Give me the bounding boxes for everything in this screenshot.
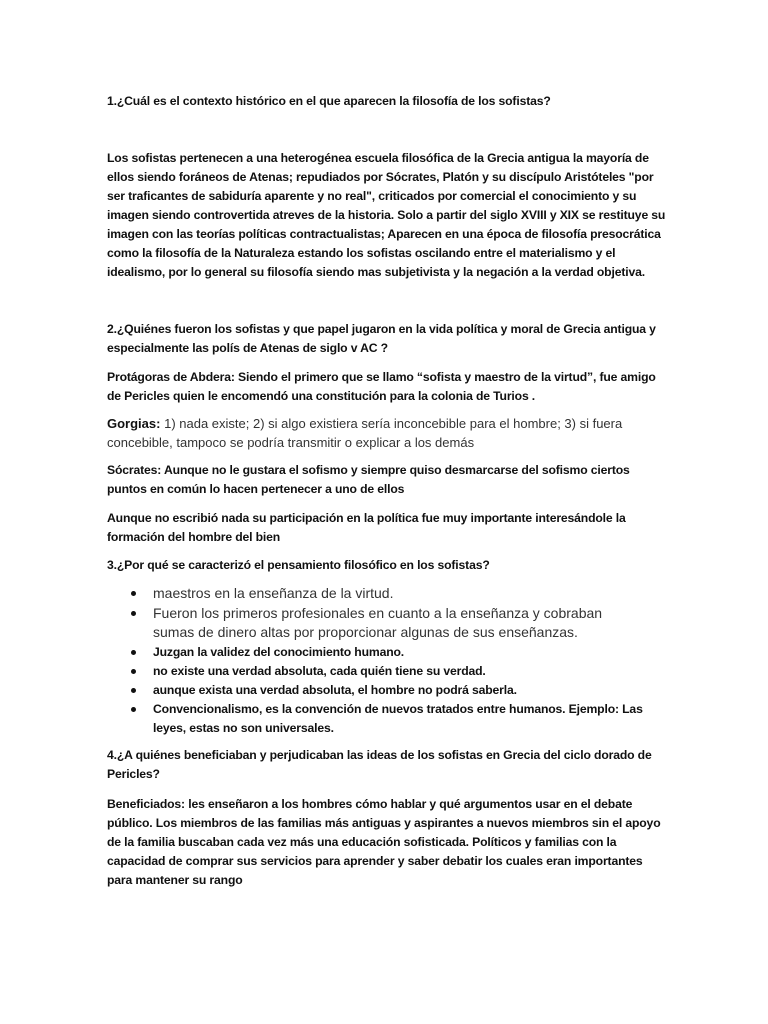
list-item-text: Juzgan la validez del conocimiento humano.	[153, 644, 405, 659]
list-item	[107, 700, 647, 738]
gorgias-label: Gorgias:	[107, 416, 161, 431]
list-item	[107, 643, 647, 662]
bullet-icon	[131, 591, 136, 596]
list-item	[107, 584, 647, 604]
protagoras-label: Protágoras de Abdera:	[107, 370, 235, 384]
list-item	[107, 604, 647, 643]
bullet-icon	[131, 650, 136, 655]
question-4: 4.¿A quiénes beneficiaban y perjudicaban las ideas de los sofistas en Grecia del ciclo dorado de Pericles?	[107, 748, 652, 781]
bullet-icon	[131, 707, 136, 712]
bullet-icon	[131, 688, 136, 693]
beneficiados-label: Beneficiados:	[107, 797, 185, 811]
answer-1: Los sofistas pertenecen a una heterogénea escuela filosófica de la Grecia antigua la mayoría de ellos siendo foráneos de Atenas; repudiados por Sócrates, Platón y su discípulo Aristóteles "por ser traficantes de sabiduría aparente y no real", criticados por comercial el conocimiento y su imagen siendo controvertida atreves de la historia. Solo a partir del siglo XVIII y XIX se restituye su imagen con las teorías políticas contractualistas; Aparecen en una época de filosofía presocrática como la filosofía de la Naturaleza estando los sofistas oscilando entre el materialismo y el idealismo, por lo general su filosofía siendo mas subjetivista y la negación a la verdad objetiva.	[107, 151, 666, 279]
list-item-text: Convencionalismo, es la convención de nuevos tratados entre humanos. Ejemplo: Las leyes, estas no son universales.	[153, 701, 643, 735]
list-item-text: maestros en la enseñanza de la virtud.	[153, 585, 394, 601]
gorgias-text: 1) nada existe; 2) si algo existiera sería inconcebible para el hombre; 3) si fuera concebible, tampoco se podría transmitir o explicar a los demás	[107, 416, 623, 450]
protagoras-paragraph	[107, 368, 667, 406]
question-1: 1.¿Cuál es el contexto histórico en el que aparecen la filosofía de los sofistas?	[107, 94, 551, 108]
bullet-icon	[131, 669, 136, 674]
list-item	[107, 681, 647, 700]
socrates-text: Aunque no le gustara el sofismo y siempre quiso desmarcarse del sofismo ciertos puntos en común lo hacen pertenecer a uno de ellos	[107, 463, 630, 496]
bullet-icon	[131, 611, 136, 616]
protagoras-text: Siendo el primero que se llamo “sofista y maestro de la virtud”, fue amigo de Pericles quien le encomendó una constitución para la colonia de Turios .	[107, 370, 656, 403]
list-item-text: aunque exista una verdad absoluta, el hombre no podrá saberla.	[153, 682, 517, 697]
list-item-text: Fueron los primeros profesionales en cuanto a la enseñanza y cobraban sumas de dinero altas por proporcionar algunas de sus enseñanzas.	[153, 604, 603, 640]
question-2: 2.¿Quiénes fueron los sofistas y que papel jugaron en la vida política y moral de Grecia antigua y especialmente las polís de Atenas de siglo v AC ?	[107, 322, 656, 355]
list-item-text: no existe una verdad absoluta, cada quién tiene su verdad.	[153, 663, 486, 678]
beneficiados-text: les enseñaron a los hombres cómo hablar y qué argumentos usar en el debate público. Los miembros de las familias más antiguas y aspirantes a nuevos miembros sin el apoyo de la familia buscaban cada vez más una educación sofisticada. Políticos y familias con la capacidad de comprar sus servicios para aprender y saber debatir los cuales eran importantes para mantener su rango	[107, 797, 661, 887]
politics-paragraph: Aunque no escribió nada su participación en la política fue muy importante interesándole la formación del hombre del bien	[107, 511, 626, 544]
socrates-label: Sócrates:	[107, 463, 162, 477]
gorgias-paragraph	[107, 414, 667, 452]
question-3: 3.¿Por qué se caracterizó el pensamiento filosófico en los sofistas?	[107, 558, 490, 572]
characteristics-list	[107, 584, 647, 738]
list-item	[107, 662, 647, 681]
beneficiados-paragraph	[107, 795, 667, 890]
socrates-paragraph	[107, 461, 667, 499]
